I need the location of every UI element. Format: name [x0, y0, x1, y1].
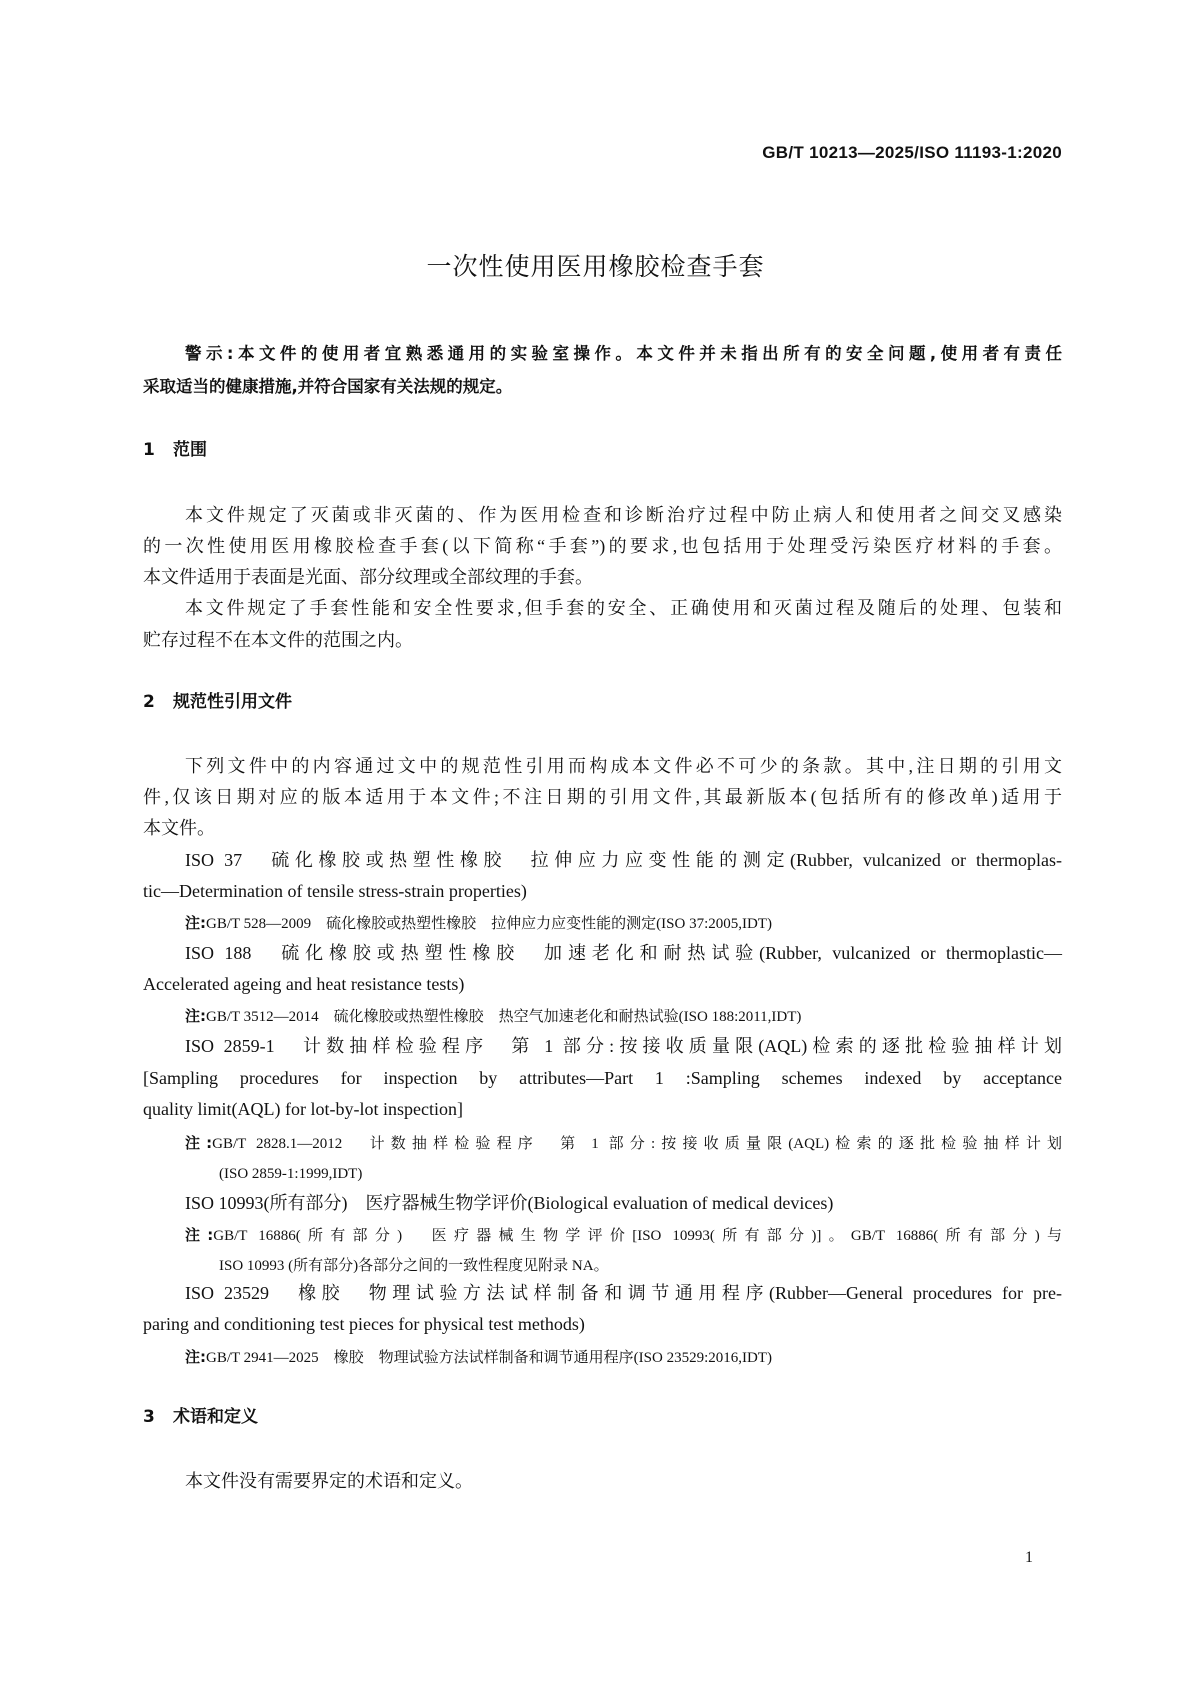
- section-title: 范围: [173, 440, 207, 460]
- reference-note: [185, 1224, 1062, 1247]
- reference-note: [185, 1132, 1062, 1155]
- note-label: 注:: [185, 1348, 206, 1366]
- reference-line: [Sampling procedures for inspection by attributes—Part 1 :Sampling schemes indexed by acceptance: [143, 1068, 1062, 1088]
- paragraph-line: 下列文件中的内容通过文中的规范性引用而构成本文件必不可少的条款。其中,注日期的引用文: [185, 756, 1062, 776]
- section-heading-terms: [143, 1406, 1062, 1428]
- section-heading-normative-references: [143, 691, 1062, 713]
- reference-line: paring and conditioning test pieces for physical test methods): [143, 1314, 585, 1334]
- standard-number: GB/T 10213—2025/ISO 11193-1:2020: [762, 143, 1062, 162]
- section-title: 术语和定义: [173, 1407, 258, 1427]
- paragraph-line: 贮存过程不在本文件的范围之内。: [143, 630, 413, 650]
- note-label: 注:: [185, 1007, 206, 1025]
- reference-note-continued: (ISO 2859-1:1999,IDT): [219, 1166, 363, 1182]
- reference-line: ISO 2859-1 计数抽样检验程序 第 1 部分:按接收质量限(AQL)检索的逐批检验抽样计划: [185, 1036, 1062, 1056]
- paragraph-line: 本文件规定了手套性能和安全性要求,但手套的安全、正确使用和灭菌过程及随后的处理、包装和: [185, 598, 1062, 618]
- section-number: 2: [143, 692, 155, 712]
- reference-line: ISO 188 硫化橡胶或热塑性橡胶 加速老化和耐热试验(Rubber, vulcanized or thermoplastic—: [185, 943, 1062, 963]
- section-title: 规范性引用文件: [173, 692, 292, 712]
- paragraph-line: 本文件。: [143, 818, 215, 838]
- paragraph-line: 本文件规定了灭菌或非灭菌的、作为医用检查和诊断治疗过程中防止病人和使用者之间交叉感染: [185, 505, 1062, 525]
- reference-line: ISO 23529 橡胶 物理试验方法试样制备和调节通用程序(Rubber—General procedures for pre-: [185, 1283, 1062, 1303]
- reference-line: ISO 37 硫化橡胶或热塑性橡胶 拉伸应力应变性能的测定(Rubber, vulcanized or thermoplas-: [185, 850, 1062, 870]
- section-number: 3: [143, 1407, 155, 1427]
- reference-note: [185, 912, 1062, 935]
- reference-line: ISO 10993(所有部分) 医疗器械生物学评价(Biological evaluation of medical devices): [185, 1193, 834, 1213]
- note-text: GB/T 16886(所有部分) 医疗器械生物学评价[ISO 10993(所有部分)]。GB/T 16886(所有部分)与: [213, 1228, 1062, 1244]
- page-number: 1: [1025, 1549, 1033, 1566]
- paragraph-line: 本文件适用于表面是光面、部分纹理或全部纹理的手套。: [143, 567, 593, 587]
- note-text: GB/T 528—2009 硫化橡胶或热塑性橡胶 拉伸应力应变性能的测定(ISO 37:2005,IDT): [206, 916, 772, 932]
- document-title: 一次性使用医用橡胶检查手套: [426, 252, 765, 281]
- paragraph-line: 件,仅该日期对应的版本适用于本文件;不注日期的引用文件,其最新版本(包括所有的修改单)适用于: [143, 787, 1062, 807]
- reference-line: tic—Determination of tensile stress-strain properties): [143, 881, 527, 901]
- note-label: 注:: [185, 1226, 214, 1244]
- reference-note: [185, 1346, 1062, 1369]
- paragraph-line: 的一次性使用医用橡胶检查手套(以下简称“手套”)的要求,也包括用于处理受污染医疗材料的手套。: [143, 536, 1062, 556]
- reference-note-continued: ISO 10993 (所有部分)各部分之间的一致性程度见附录 NA。: [219, 1258, 609, 1274]
- warning-line: 警示:本文件的使用者宜熟悉通用的实验室操作。本文件并未指出所有的安全问题,使用者有责任: [185, 344, 1062, 363]
- warning-line: 采取适当的健康措施,并符合国家有关法规的规定。: [143, 377, 513, 396]
- note-label: 注:: [185, 1134, 213, 1152]
- note-text: GB/T 2941—2025 橡胶 物理试验方法试样制备和调节通用程序(ISO 23529:2016,IDT): [206, 1350, 772, 1366]
- paragraph-line: 本文件没有需要界定的术语和定义。: [185, 1471, 473, 1491]
- reference-line: quality limit(AQL) for lot-by-lot inspection]: [143, 1099, 463, 1119]
- reference-line: Accelerated ageing and heat resistance tests): [143, 974, 465, 994]
- section-heading-scope: [143, 439, 1062, 461]
- reference-note: [185, 1005, 1062, 1028]
- note-text: GB/T 2828.1—2012 计数抽样检验程序 第 1 部分:按接收质量限(AQL)检索的逐批检验抽样计划: [212, 1136, 1062, 1152]
- note-label: 注:: [185, 914, 206, 932]
- note-text: GB/T 3512—2014 硫化橡胶或热塑性橡胶 热空气加速老化和耐热试验(ISO 188:2011,IDT): [206, 1009, 802, 1025]
- section-number: 1: [143, 440, 155, 460]
